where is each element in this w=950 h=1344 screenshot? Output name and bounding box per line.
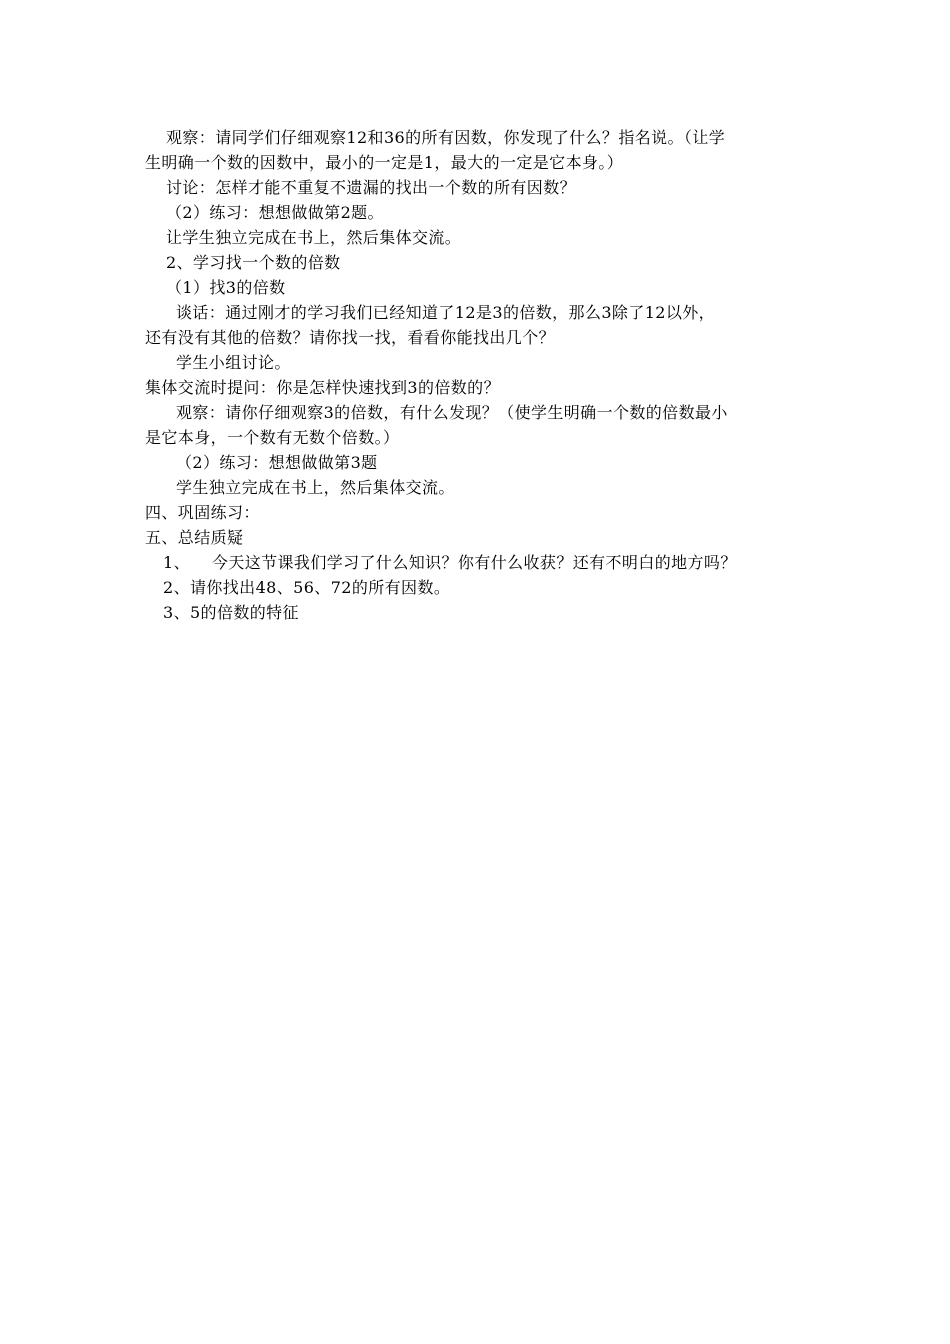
section-heading-consolidation: 四、巩固练习：: [145, 503, 260, 522]
text-line-independent-work-2: 学生独立完成在书上，然后集体交流。: [176, 478, 455, 497]
text-line-observe-multiples: 观察：请你仔细观察3的倍数，有什么发现？（使学生明确一个数的倍数最小: [176, 403, 728, 422]
text-line-collective-question: 集体交流时提问：你是怎样快速找到3的倍数的？: [145, 378, 500, 397]
text-line-practice-3: （2）练习：想想做做第3题: [176, 453, 378, 472]
text-line-independent-work-1: 让学生独立完成在书上，然后集体交流。: [166, 228, 462, 247]
list-item-summary-3: 3、5的倍数的特征: [163, 603, 299, 622]
text-line-multiples-conclusion: 是它本身，一个数有无数个倍数。）: [145, 428, 400, 447]
text-line-observe-factors: 观察：请同学们仔细观察12和36的所有因数，你发现了什么？指名说。（让学: [166, 128, 726, 147]
section-heading-multiples: 2、学习找一个数的倍数: [166, 253, 341, 272]
section-heading-summary: 五、总结质疑: [145, 528, 244, 547]
text-line-conversation: 谈话：通过刚才的学习我们已经知道了12是3的倍数，那么3除了12以外，: [176, 303, 716, 322]
subsection-heading-find-multiples: （1）找3的倍数: [166, 278, 286, 297]
text-line-discussion: 讨论：怎样才能不重复不遗漏的找出一个数的所有因数？: [166, 178, 577, 197]
list-item-summary-2: 2、请你找出48、56、72的所有因数。: [163, 578, 451, 597]
text-line-conversation-cont: 还有没有其他的倍数？请你找一找，看看你能找出几个？: [145, 328, 556, 347]
text-line-group-discussion: 学生小组讨论。: [176, 353, 291, 372]
text-line-practice-2: （2）练习：想想做做第2题。: [166, 203, 384, 222]
text-line-factor-conclusion: 生明确一个数的因数中，最小的一定是1，最大的一定是它本身。）: [145, 153, 624, 172]
list-item-summary-1: 1、 今天这节课我们学习了什么知识？你有什么收获？还有不明白的地方吗？: [163, 553, 737, 572]
